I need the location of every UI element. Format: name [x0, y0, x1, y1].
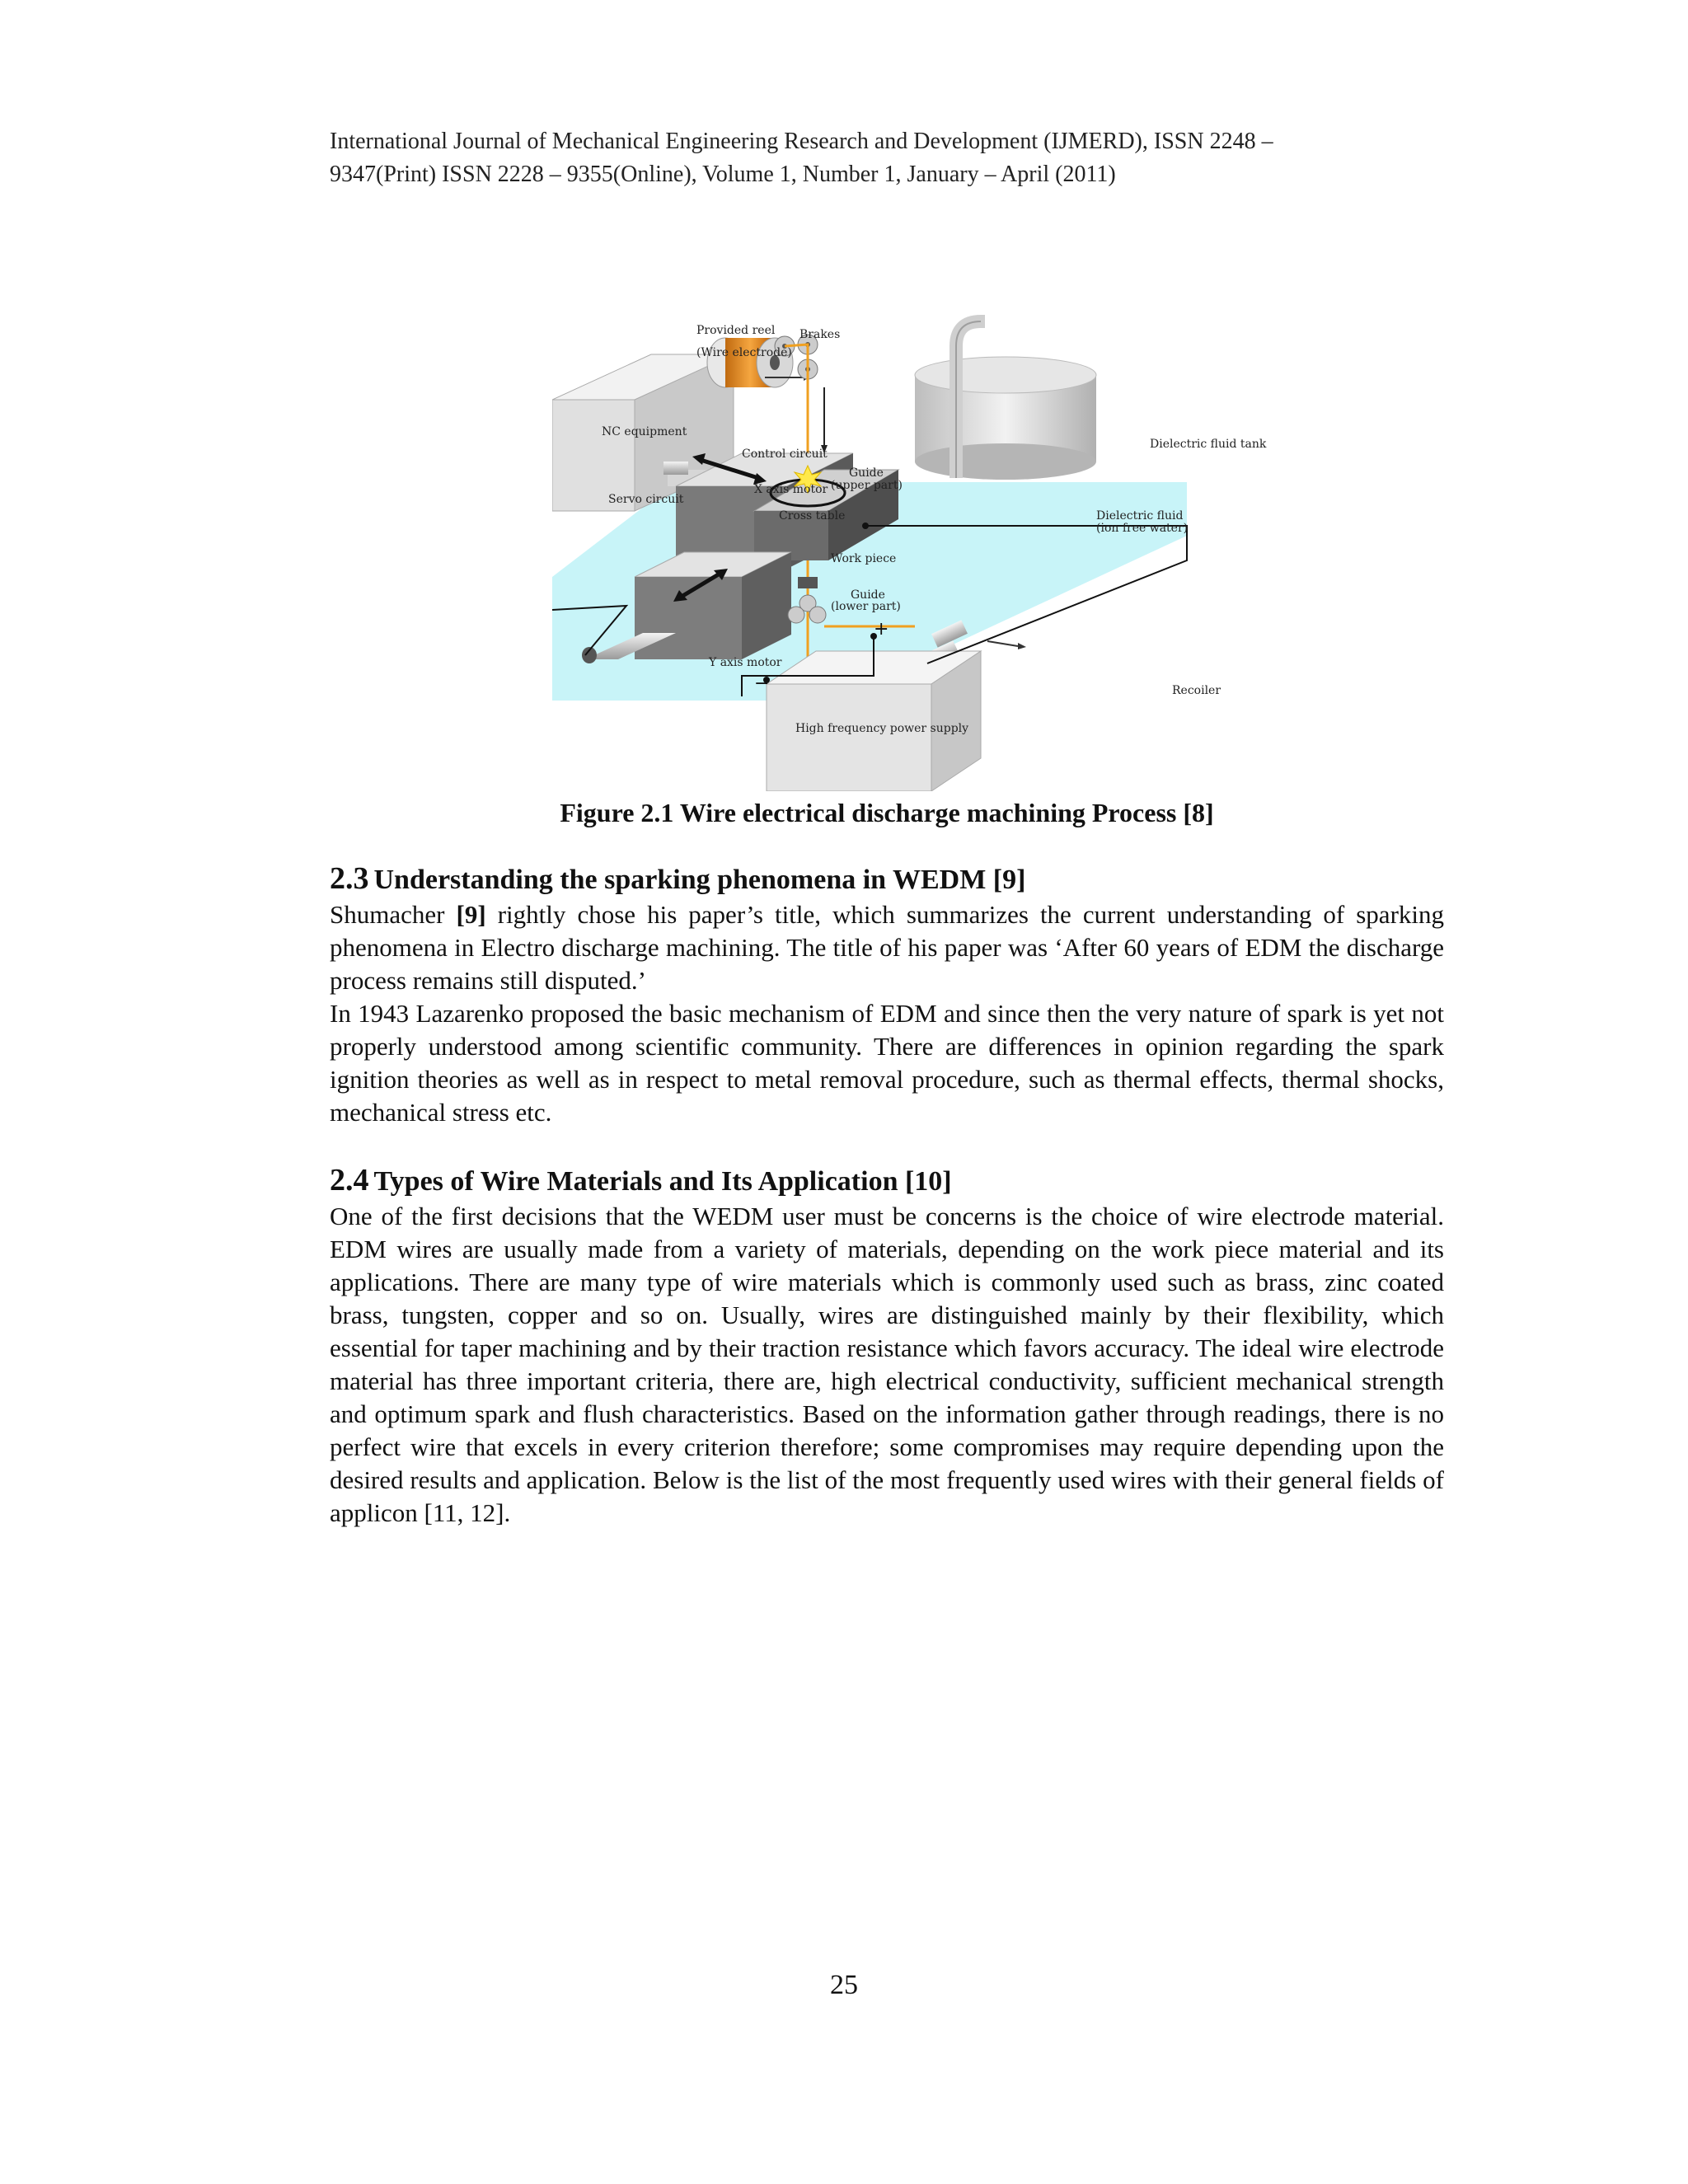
section-2-3-paragraph-2: In 1943 Lazarenko proposed the basic mechanism of EDM and since then the very nature of spark is yet not properly understood among scientific community. There are differences in opinion regarding the spark ignition theories as well as in respect to metal removal procedure, such as thermal effects, thermal shocks, mechanical stress etc.: [330, 999, 1444, 1127]
x-axis-motor: [663, 462, 688, 475]
label-power-supply: High frequency power supply: [795, 722, 969, 735]
section-2-4-title: Types of Wire Materials and Its Application [10]: [373, 1166, 952, 1197]
section-2-4-paragraph-1: One of the first decisions that the WEDM user must be concerns is the choice of wire electrode material. EDM wires are usually made from a variety of materials, depending on the work piece material and its applications. There are many type of wire materials which is commonly used such as brass, zinc coated brass, tungsten, copper and so on. Usually, wires are distinguished mainly by their flexibility, which essential for taper machining and by their traction resistance which favors accuracy. The ideal wire electrode material has three important criteria, there are, high electrical conductivity, sufficient mechanical strength and optimum spark and flush characteristics. Based on the information gather through readings, there is no perfect wire that excels in every criterion therefore; some compromises may require depending upon the desired results and application. Below is the list of the most frequently used wires with their general fields of applicon [11, 12].: [330, 1202, 1444, 1527]
label-cross-table: Cross table: [779, 509, 846, 523]
section-2-3: [330, 860, 1444, 1129]
paragraph-1-text: rightly chose his paper’s title, which summarizes the current understanding of sparking phenomena in Electro discharge machining. The title of his paper was ‘After 60 years of EDM the discharge process remains still disputed.’: [330, 900, 1445, 995]
label-ion-free-water: (ion free water): [1096, 522, 1189, 535]
lower-table: [635, 552, 791, 659]
label-brakes: Brakes: [799, 328, 841, 341]
dielectric-tank: [915, 321, 1096, 480]
label-minus: −: [754, 673, 770, 694]
label-plus: +: [874, 619, 889, 640]
label-work-piece: Work piece: [831, 552, 897, 565]
label-servo-circuit: Servo circuit: [608, 493, 684, 506]
running-header: [330, 125, 1451, 191]
label-provided-reel: Provided reel: [696, 324, 776, 337]
label-y-axis-motor: Y axis motor: [709, 656, 782, 669]
section-2-4: [330, 1162, 1444, 1530]
section-2-3-heading: [330, 860, 1444, 898]
page-number: 25: [830, 1970, 858, 2000]
section-2-3-number: 2.3: [330, 861, 369, 896]
section-2-3-paragraph-1: [330, 898, 1444, 997]
label-x-axis-motor: X axis motor: [754, 483, 828, 496]
label-guide-lower-part: (lower part): [831, 600, 901, 613]
label-guide-upper-part: (upper part): [831, 479, 903, 492]
section-2-4-heading: [330, 1162, 1444, 1200]
label-guide-upper: Guide: [849, 466, 884, 480]
wedm-process-figure: [552, 313, 1319, 791]
label-guide-lower: Guide: [851, 588, 885, 602]
lower-guide: [798, 577, 818, 588]
label-wire-electrode: (Wire electrode): [696, 346, 792, 359]
author-name: Shumacher: [330, 900, 445, 929]
section-2-3-title: Understanding the sparking phenomena in WEDM [9]: [373, 865, 1026, 895]
label-dielectric-tank: Dielectric fluid tank: [1150, 438, 1267, 451]
header-line-1: International Journal of Mechanical Engineering Research and Development (IJMERD), ISSN 2248 –: [330, 129, 1273, 154]
figure-caption: Figure 2.1 Wire electrical discharge machining Process [8]: [560, 798, 1214, 827]
label-nc-equipment: NC equipment: [602, 425, 687, 438]
wedm-diagram: [552, 313, 1319, 791]
section-2-4-number: 2.4: [330, 1163, 369, 1197]
label-control-circuit: Control circuit: [742, 448, 828, 461]
citation-9: [9]: [456, 900, 486, 929]
header-line-2: 9347(Print) ISSN 2228 – 9355(Online), Volume 1, Number 1, January – April (2011): [330, 162, 1116, 187]
label-recoiler: Recoiler: [1172, 684, 1221, 697]
label-dielectric-fluid: Dielectric fluid: [1096, 509, 1184, 523]
